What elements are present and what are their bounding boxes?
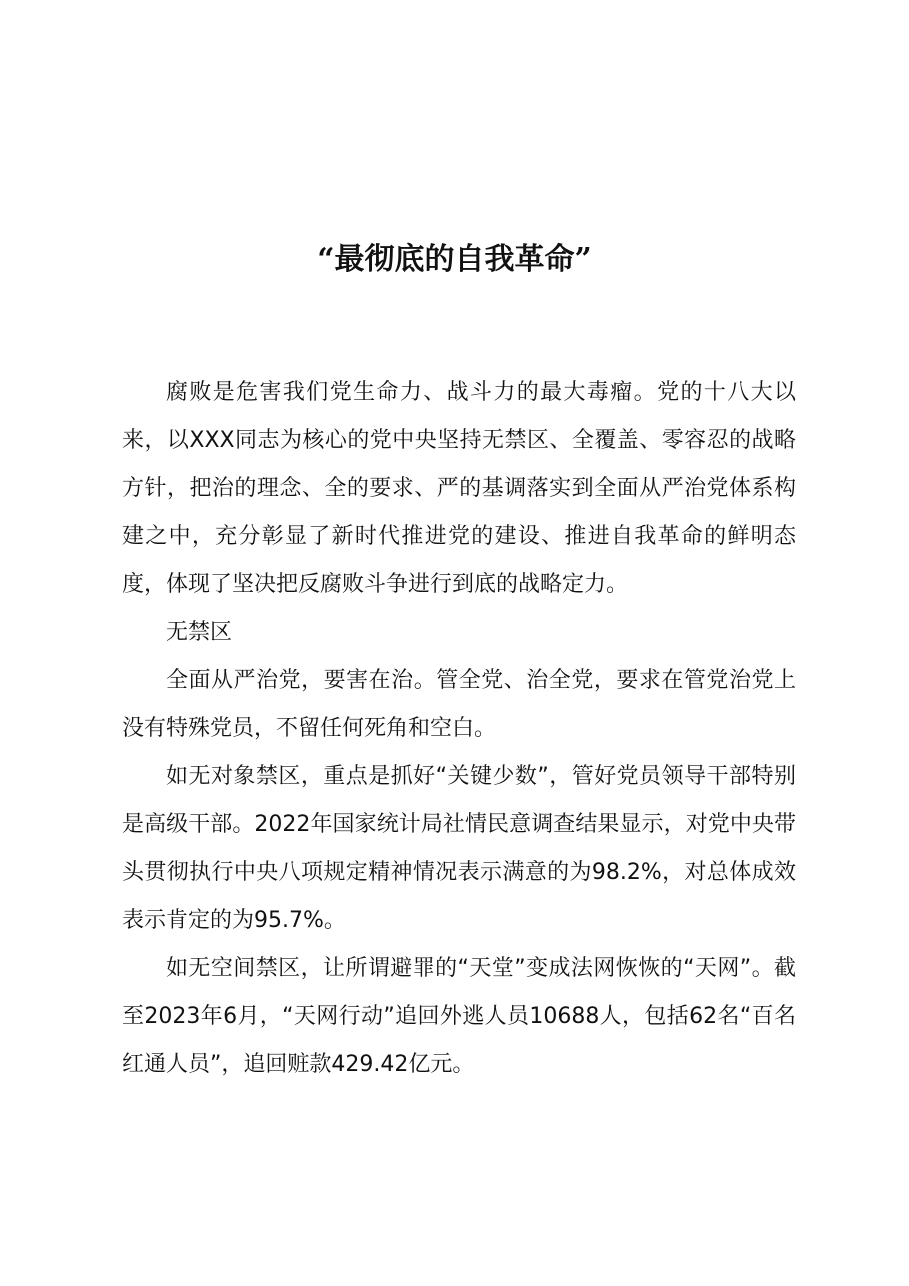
document-body: [122, 369, 796, 1089]
paragraph-no-object-restriction: 如无对象禁区，重点是抓好“关键少数”，管好党员领导干部特别是高级干部。2022年国家统计局社情民意调查结果显示，对党中央带头贯彻执行中央八项规定精神情况表示满意的为98.2%，对总体成效表示肯定的为95.7%。: [122, 764, 796, 933]
paragraph-strict-governance: 全面从严治党，要害在治。管全党、治全党，要求在管党治党上没有特殊党员，不留任何死角和空白。: [122, 668, 796, 741]
paragraph-intro: 腐败是危害我们党生命力、战斗力的最大毒瘤。党的十八大以来，以XXX同志为核心的党中央坚持无禁区、全覆盖、零容忍的战略方针，把治的理念、全的要求、严的基调落实到全面从严治党体系构建之中，充分彰显了新时代推进党的建设、推进自我革命的鲜明态度，体现了坚决把反腐败斗争进行到底的战略定力。: [122, 380, 796, 597]
paragraph-no-space-restriction: 如无空间禁区，让所谓避罪的“天堂”变成法网恢恢的“天网”。截至2023年6月，“天网行动”追回外逃人员10688人，包括62名“百名红通人员”，追回赃款429.42亿元。: [122, 956, 796, 1077]
section-heading-no-restricted-zone: 无禁区: [166, 620, 233, 645]
document-title: “最彻底的自我革命”: [317, 242, 592, 277]
